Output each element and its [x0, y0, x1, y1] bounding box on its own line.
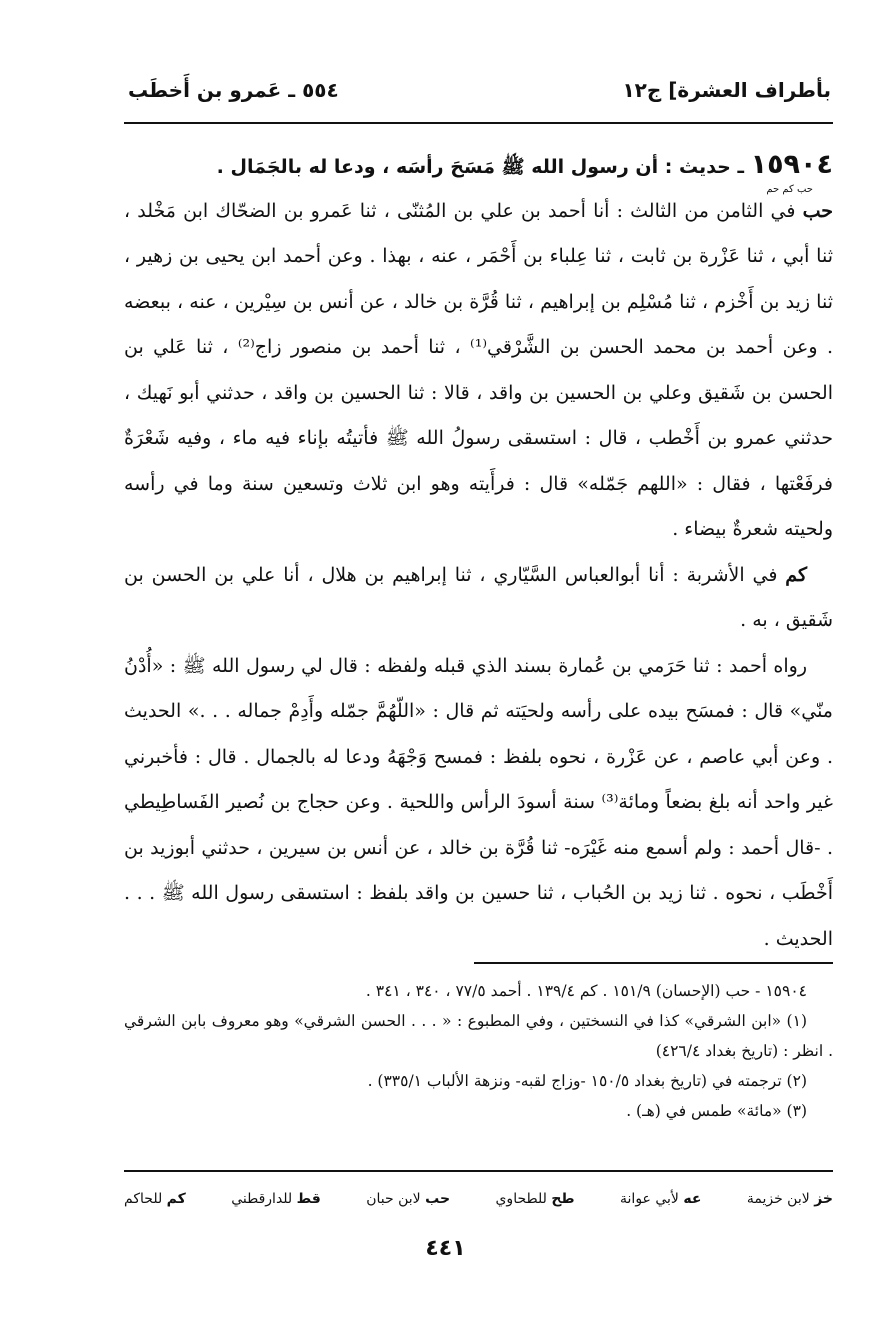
footnotes	[124, 976, 833, 1126]
sigla-rule	[124, 1170, 833, 1172]
footnote-3: (٣) «مائة» طمس في (هـ) .	[626, 1102, 807, 1120]
sigla-item: خز لابن خزيمة	[746, 1191, 833, 1207]
paragraph-3	[124, 644, 833, 963]
entry-number: ١٥٩٠٤	[750, 149, 833, 180]
paragraph-text: في الأشربة : أنا أبوالعباس السَّيّاري ، ثنا إبراهيم بن هلال ، أنا علي بن الحسن بن شَقيق ، به .	[124, 563, 833, 631]
footnote-2: (٢) ترجمته في (تاريخ بغداد ١٥٠/٥ -وزاج لقبه- ونزهة الألباب ٣٣٥/١) .	[367, 1072, 807, 1090]
paragraph-1	[124, 189, 833, 553]
entry-sigla: حب كم حم	[766, 183, 813, 195]
entry-title: ـ حديث : أن رسول الله ﷺ مَسَحَ رأسَه ، ودعا له بالجَمَال .	[216, 156, 751, 178]
paragraph-text: في الثامن من الثالث : أنا أحمد بن علي بن المُثنّى ، ثنا عَمرو بن الضحّاك ابن مَخْلد ، ثنا أبي ، ثنا عَزْرة بن ثابت ، ثنا عِلباء بن أَحْمَر ، عنه ، بهذا . وعن أحمد ابن يحيى بن زهير ، ثنا زيد بن أَخْزم ، ثنا مُسْلِم بن إبراهيم ، ثنا قُرَّة بن خالد ، عن أنس بن سِيْرين ، عنه ، ببعضه . وعن أحمد بن محمد الحسن بن الشَّرْقي⁽¹⁾ ، ثنا أحمد بن منصور زاج⁽²⁾ ، ثنا عَلي بن الحسن بن شَقيق وعلي بن الحسين بن واقد ، قالا : ثنا الحسين بن واقد ، حدثني أبو نَهيك ، حدثني عمرو بن أَخْطب ، قال : استسقى رسولُ الله ﷺ فأتيتُه بإناء فيه ماء ، وفيه شَعْرَةٌ فرفَعْتها ، فقال : «اللهم جَمّله» قال : فرأَيته وهو ابن ثلاث وتسعين سنة وما في رأسه ولحيته شعرةٌ بيضاء .	[124, 199, 834, 540]
header-volume-title: بأطراف العشرة] ج١٢	[622, 78, 831, 102]
paragraph-2	[124, 553, 833, 644]
sigla-item: كم للحاكم	[124, 1191, 186, 1207]
header-entry-title: ٥٥٤ ـ عَمرو بن أَخطَب	[128, 78, 339, 102]
sigla-item: قط للدارقطني	[231, 1191, 321, 1207]
sigla-item: عه لأبي عوانة	[620, 1191, 702, 1207]
sigla-key-bar	[124, 1183, 833, 1215]
footnote-source: ١٥٩٠٤ - حب (الإحسان) ١٥١/٩ . كم ١٣٩/٤ . أحمد ٧٧/٥ ، ٣٤٠ ، ٣٤١ .	[365, 982, 807, 1000]
paragraph-lead: حب	[802, 199, 833, 222]
sigla-item: طح للطحاوي	[495, 1191, 575, 1207]
paragraph-text: رواه أحمد : ثنا حَرَمي بن عُمارة بسند الذي قبله ولفظه : قال لي رسول الله ﷺ : «أُدْنُ منّي» قال : فمسَح بيده على رأسه ولحيَته ثم قال : «اللّهُمَّ جمّله وأَدِمْ جماله . . .» الحديث . وعن أبي عاصم ، عن عَزْرة ، نحوه بلفظ : فمسح وَجْهَهُ ودعا له بالجمال . قال : فأخبرني غير واحد أنه بلغ بضعاً ومائة⁽³⁾ سنة أسودَ الرأس واللحية . وعن حجاج بن نُصير الفَساطِيطي . -قال أحمد : ولم أسمع منه غَيْرَه- ثنا قُرَّة بن خالد ، عن أنس بن سيرين ، حدثني أبوزيد بن أَخْطَب ، نحوه . ثنا زيد بن الحُباب ، ثنا حسين بن واقد بلفظ : استسقى رسول الله ﷺ . . . الحديث .	[124, 654, 833, 950]
main-text	[124, 142, 833, 962]
footnote-rule	[474, 962, 833, 964]
footnote-1: (١) «ابن الشرقي» كذا في النسختين ، وفي المطبوع : « . . . الحسن الشرقي» وهو معروف بابن الشرقي . انظر : (تاريخ بغداد ٤٢٦/٤)	[124, 1012, 833, 1060]
page-number: ٤٤١	[425, 1236, 466, 1261]
sigla-item: حب لابن حبان	[366, 1191, 451, 1207]
paragraph-lead: كم	[785, 563, 807, 586]
entry-heading	[124, 142, 833, 191]
running-header	[128, 70, 831, 110]
header-rule	[124, 122, 833, 124]
